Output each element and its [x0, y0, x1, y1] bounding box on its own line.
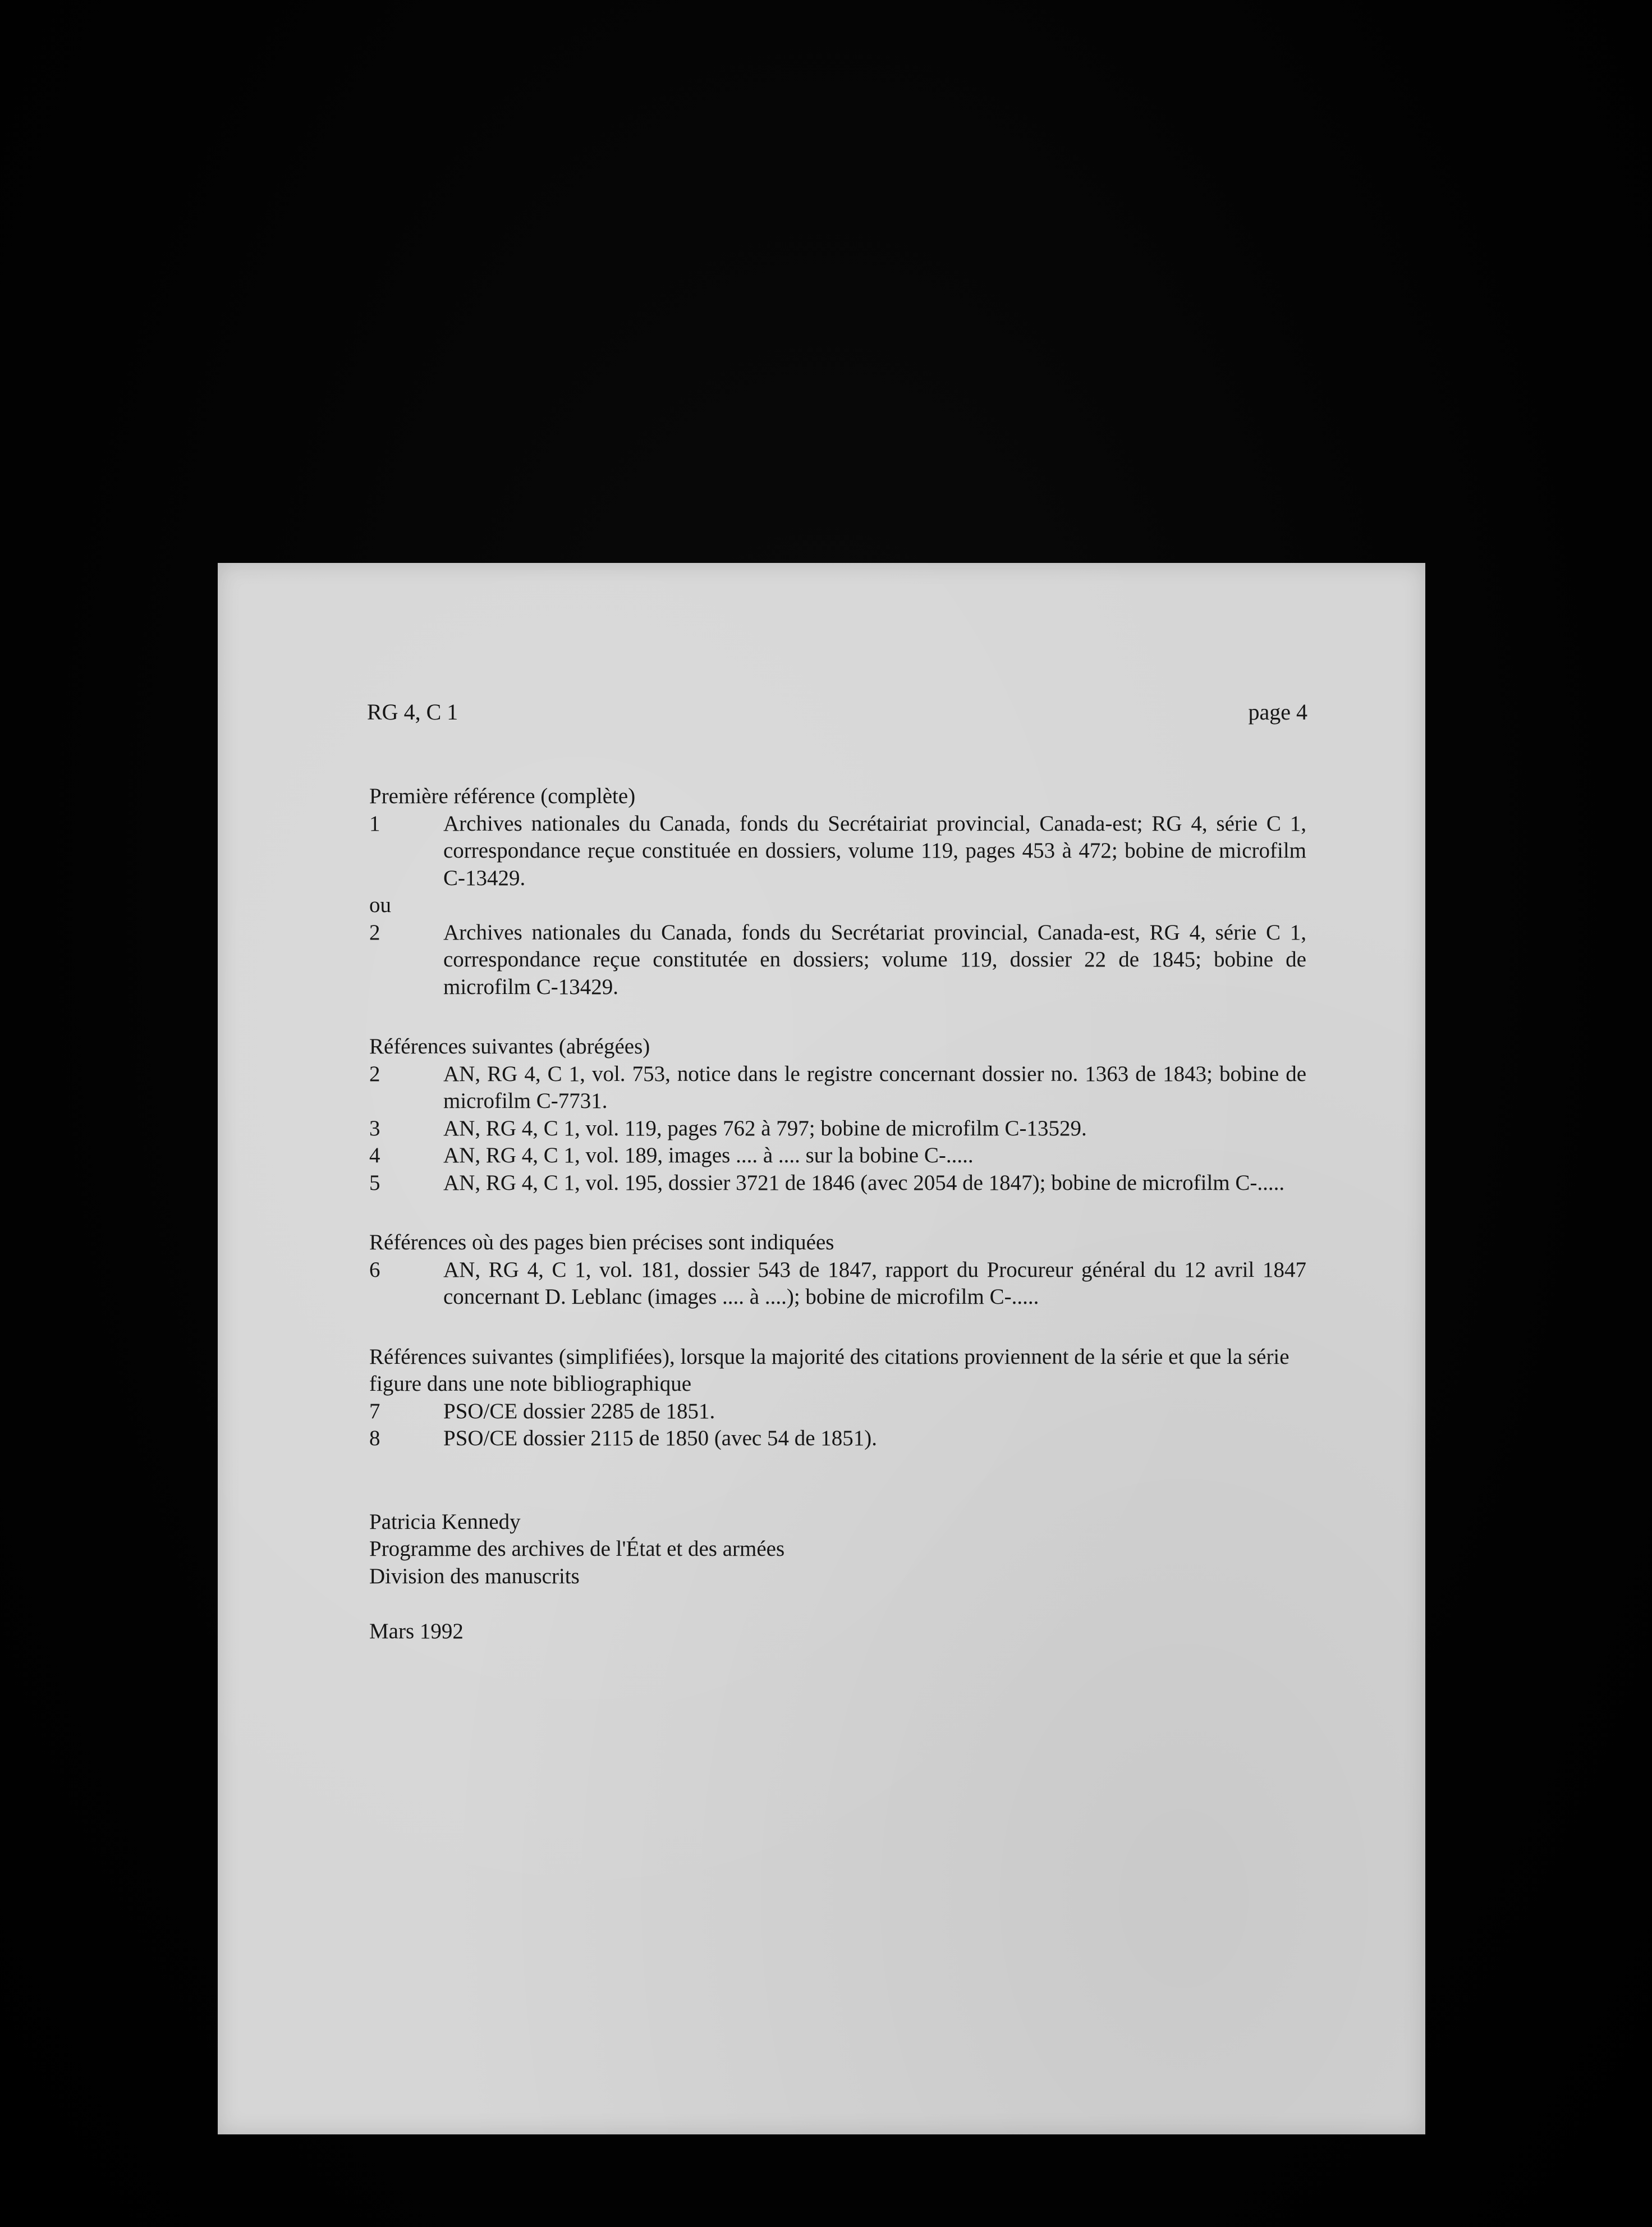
entry-text: AN, RG 4, C 1, vol. 753, notice dans le registre concernant dossier no. 1363 de 1843; bobine de microfilm C-7731.	[443, 1061, 1306, 1113]
entry-text: AN, RG 4, C 1, vol. 189, images .... à .... sur la bobine C-.....	[443, 1143, 974, 1167]
document-date: Mars 1992	[369, 1619, 464, 1643]
reference-entry	[369, 1425, 1306, 1452]
section-heading-following-references: Références suivantes (abrégées)	[369, 1034, 650, 1058]
page-number: page 4	[1248, 699, 1307, 725]
archive-reference: RG 4, C 1	[367, 699, 458, 725]
entry-text: AN, RG 4, C 1, vol. 195, dossier 3721 de 1846 (avec 2054 de 1847); bobine de microfilm C-.....	[443, 1170, 1285, 1195]
entry-text: Archives nationales du Canada, fonds du Secrétairiat provincial, Canada-est; RG 4, série C 1, correspondance reçue constituée en dossiers, volume 119, pages 453 à 472; bobine de microfilm C-13429.	[443, 811, 1306, 890]
entry-number: 7	[369, 1399, 380, 1423]
reference-entry	[369, 810, 1306, 892]
reference-entry	[369, 1142, 1306, 1170]
entry-number: 6	[369, 1257, 380, 1282]
author-division: Division des manuscrits	[369, 1564, 580, 1588]
entry-number: 2	[369, 1061, 380, 1086]
entry-text: PSO/CE dossier 2115 de 1850 (avec 54 de 1851).	[443, 1426, 878, 1450]
reference-entry	[369, 919, 1306, 1001]
or-label: ou	[369, 893, 391, 917]
reference-entry	[369, 1257, 1306, 1311]
page-header	[367, 699, 1307, 725]
reference-entry	[369, 1115, 1306, 1143]
reference-entry	[369, 1170, 1306, 1197]
entry-number: 8	[369, 1426, 380, 1450]
reference-entry	[369, 1398, 1306, 1426]
signature-block	[369, 1509, 1306, 1591]
entry-number: 4	[369, 1143, 380, 1167]
entry-number: 1	[369, 811, 380, 836]
entry-number: 2	[369, 920, 380, 945]
author-name: Patricia Kennedy	[369, 1509, 521, 1534]
document-page	[218, 563, 1425, 2134]
entry-text: Archives nationales du Canada, fonds du Secrétariat provincial, Canada-est, RG 4, série C 1, correspondance reçue constitutée en dossiers; volume 119, dossier 22 de 1845; bobine de microfilm C-13429.	[443, 920, 1306, 999]
entry-text: AN, RG 4, C 1, vol. 181, dossier 543 de 1847, rapport du Procureur général du 12 avril 1847 concernant D. Leblanc (images .... à ....); bobine de microfilm C-.....	[443, 1257, 1306, 1309]
section-heading-first-reference: Première référence (complète)	[369, 784, 636, 808]
author-program: Programme des archives de l'État et des armées	[369, 1537, 785, 1561]
reference-entry	[369, 1061, 1306, 1115]
entry-number: 5	[369, 1170, 380, 1195]
entry-text: AN, RG 4, C 1, vol. 119, pages 762 à 797; bobine de microfilm C-13529.	[443, 1116, 1087, 1140]
entry-number: 3	[369, 1116, 380, 1140]
section-heading-simplified-references: Références suivantes (simplifiées), lorsque la majorité des citations proviennent de la série et que la série figure dans une note bibliographique	[369, 1344, 1290, 1396]
entry-text: PSO/CE dossier 2285 de 1851.	[443, 1399, 715, 1423]
document-body	[369, 783, 1306, 1646]
section-heading-precise-references: Références où des pages bien précises sont indiquées	[369, 1230, 834, 1254]
